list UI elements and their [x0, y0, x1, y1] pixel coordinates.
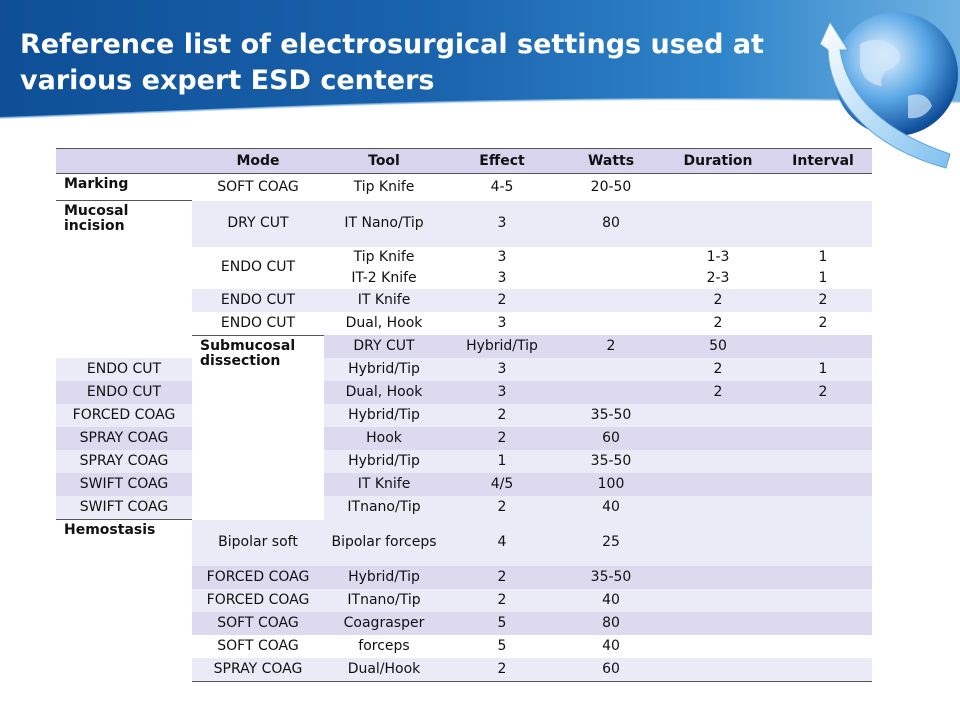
cell-duration	[662, 450, 774, 473]
cell-mode: SOFT COAG	[192, 612, 324, 635]
cell-effect: 3	[444, 381, 560, 404]
cell-interval	[774, 496, 872, 520]
cell-watts: 80	[560, 201, 662, 247]
cell-interval: 1	[774, 358, 872, 381]
cell-watts: 35-50	[560, 566, 662, 589]
cell-tool: IT Nano/Tip	[324, 201, 444, 247]
cell-duration	[662, 404, 774, 427]
cell-tool: forceps	[324, 635, 444, 658]
cell-effect: 2	[444, 566, 560, 589]
cell-interval	[774, 201, 872, 247]
cell-interval	[774, 427, 872, 450]
cell-tool: IT Knife	[324, 289, 444, 312]
cell-duration	[662, 201, 774, 247]
cell-watts: 80	[560, 612, 662, 635]
cell-interval: 2	[774, 289, 872, 312]
header-row	[56, 149, 872, 174]
cell-duration	[662, 473, 774, 496]
cell-interval	[774, 658, 872, 682]
cell-mode: ENDO CUT	[56, 358, 192, 381]
cell-watts	[560, 358, 662, 381]
cell-watts	[560, 381, 662, 404]
cell-effect: 3	[444, 247, 560, 268]
cell-watts	[560, 312, 662, 336]
table-row	[56, 174, 872, 201]
cell-mode: FORCED COAG	[192, 589, 324, 612]
cell-interval	[774, 174, 872, 201]
cell-effect: 2	[444, 289, 560, 312]
cell-tool: ITnano/Tip	[324, 496, 444, 520]
cell-watts	[560, 268, 662, 289]
cell-watts: 35-50	[560, 450, 662, 473]
cell-interval	[774, 404, 872, 427]
col-header-tool: Tool	[324, 149, 444, 174]
cell-interval: 2	[774, 312, 872, 336]
table-row	[56, 520, 872, 566]
cell-watts	[560, 247, 662, 268]
cell-tool: Tip Knife	[324, 174, 444, 201]
col-header-category	[56, 149, 192, 174]
cell-interval	[774, 589, 872, 612]
cell-mode: FORCED COAG	[56, 404, 192, 427]
cell-effect: 2	[560, 335, 662, 358]
cell-effect: 3	[444, 268, 560, 289]
group-label-mucosal-incision: Mucosal incision	[56, 201, 192, 359]
cell-tool: Coagrasper	[324, 612, 444, 635]
cell-effect: 4	[444, 520, 560, 566]
table-row	[56, 358, 872, 381]
cell-mode: SPRAY COAG	[56, 427, 192, 450]
cell-tool: Hybrid/Tip	[324, 358, 444, 381]
cell-tool: IT Knife	[324, 473, 444, 496]
cell-tool: Dual, Hook	[324, 381, 444, 404]
cell-duration: 1-3	[662, 247, 774, 268]
cell-tool: Dual/Hook	[324, 658, 444, 682]
table-row	[56, 427, 872, 450]
cell-effect: 4-5	[444, 174, 560, 201]
table-row	[56, 404, 872, 427]
cell-interval	[774, 520, 872, 566]
cell-effect: 5	[444, 612, 560, 635]
cell-duration	[662, 589, 774, 612]
cell-tool: Hook	[324, 427, 444, 450]
cell-interval	[774, 635, 872, 658]
cell-watts: 20-50	[560, 174, 662, 201]
cell-mode: ENDO CUT	[192, 312, 324, 336]
cell-mode: FORCED COAG	[192, 566, 324, 589]
cell-effect: 2	[444, 589, 560, 612]
col-header-watts: Watts	[560, 149, 662, 174]
cell-watts: 60	[560, 427, 662, 450]
cell-duration	[662, 174, 774, 201]
cell-watts: 25	[560, 520, 662, 566]
col-header-interval: Interval	[774, 149, 872, 174]
cell-effect: 2	[444, 427, 560, 450]
group-label-submucosal-dissection: Submucosal dissection	[192, 335, 324, 520]
cell-mode: SWIFT COAG	[56, 496, 192, 520]
table-row	[56, 496, 872, 520]
cell-interval	[774, 566, 872, 589]
cell-watts: 35-50	[560, 404, 662, 427]
cell-watts: 60	[560, 658, 662, 682]
cell-tool: Hybrid/Tip	[324, 566, 444, 589]
cell-interval	[774, 450, 872, 473]
cell-mode: Bipolar soft	[192, 520, 324, 566]
cell-interval	[774, 612, 872, 635]
cell-duration	[662, 566, 774, 589]
page-title: Reference list of electrosurgical settings used at various expert ESD centers	[20, 29, 764, 96]
cell-duration	[662, 658, 774, 682]
cell-interval: 1	[774, 268, 872, 289]
cell-mode: ENDO CUT	[192, 247, 324, 289]
cell-tool: Hybrid/Tip	[324, 450, 444, 473]
cell-mode: SPRAY COAG	[192, 658, 324, 682]
cell-duration	[662, 612, 774, 635]
cell-interval: 2	[774, 381, 872, 404]
cell-effect: 2	[444, 658, 560, 682]
group-label-marking: Marking	[56, 174, 192, 201]
cell-watts: 40	[560, 589, 662, 612]
cell-effect: 4/5	[444, 473, 560, 496]
cell-mode: SPRAY COAG	[56, 450, 192, 473]
cell-duration: 2	[662, 312, 774, 336]
cell-duration	[662, 520, 774, 566]
cell-duration: 2	[662, 289, 774, 312]
cell-tool: Hybrid/Tip	[324, 404, 444, 427]
col-header-mode: Mode	[192, 149, 324, 174]
table-row	[56, 381, 872, 404]
cell-tool: Hybrid/Tip	[444, 335, 560, 358]
cell-effect: 5	[444, 635, 560, 658]
cell-duration	[662, 496, 774, 520]
col-header-effect: Effect	[444, 149, 560, 174]
cell-duration: 2	[662, 358, 774, 381]
cell-watts: 40	[560, 635, 662, 658]
cell-effect: 3	[444, 358, 560, 381]
cell-mode: DRY CUT	[192, 201, 324, 247]
cell-tool: IT-2 Knife	[324, 268, 444, 289]
cell-duration	[662, 635, 774, 658]
cell-effect: 3	[444, 312, 560, 336]
cell-interval	[774, 473, 872, 496]
settings-table	[56, 148, 872, 682]
group-label-hemostasis: Hemostasis	[56, 520, 192, 682]
cell-duration: 2-3	[662, 268, 774, 289]
cell-mode: SOFT COAG	[192, 635, 324, 658]
table-row	[56, 201, 872, 247]
cell-tool: ITnano/Tip	[324, 589, 444, 612]
cell-duration: 2	[662, 381, 774, 404]
cell-watts: 50	[662, 335, 774, 358]
cell-effect: 2	[444, 496, 560, 520]
cell-effect: 3	[444, 201, 560, 247]
cell-mode: SOFT COAG	[192, 174, 324, 201]
cell-mode: ENDO CUT	[56, 381, 192, 404]
cell-effect: 1	[444, 450, 560, 473]
col-header-duration: Duration	[662, 149, 774, 174]
cell-interval: 1	[774, 247, 872, 268]
table-row	[56, 450, 872, 473]
cell-mode: DRY CUT	[324, 335, 444, 358]
cell-watts	[560, 289, 662, 312]
cell-watts: 100	[560, 473, 662, 496]
cell-watts: 40	[560, 496, 662, 520]
cell-mode: ENDO CUT	[192, 289, 324, 312]
cell-tool: Dual, Hook	[324, 312, 444, 336]
cell-effect: 2	[444, 404, 560, 427]
cell-tool: Bipolar forceps	[324, 520, 444, 566]
cell-tool: Tip Knife	[324, 247, 444, 268]
cell-duration	[662, 427, 774, 450]
cell-duration	[774, 335, 872, 358]
table-row	[56, 473, 872, 496]
cell-mode: SWIFT COAG	[56, 473, 192, 496]
